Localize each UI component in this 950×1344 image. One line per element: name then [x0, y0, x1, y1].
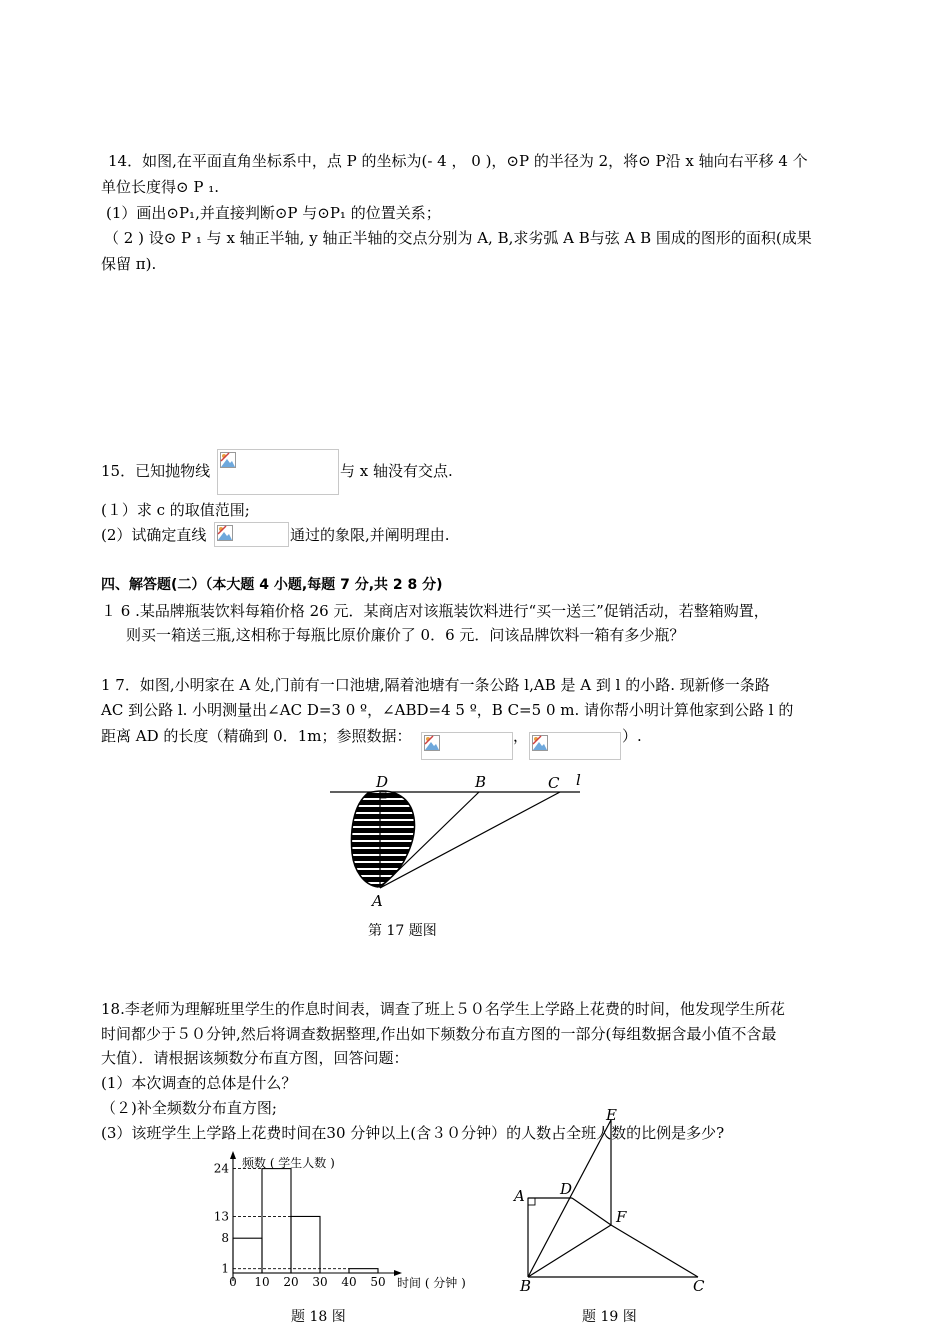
y-tick-label: 13 [213, 1209, 229, 1224]
q14-line1: 14．如图,在平面直角坐标系中，点 P 的坐标为(- 4 ， 0 )，⊙P 的半径为 2，将⊙ P沿 x 轴向右平移 4 个 [108, 152, 808, 170]
label-D: D [560, 1180, 573, 1198]
y-tick-label: 24 [213, 1161, 229, 1176]
q15-line: 15．已知抛物线 [101, 462, 211, 480]
label-A: A [514, 1187, 525, 1205]
x-tick-label: 30 [312, 1275, 328, 1289]
q19-figure [510, 1105, 715, 1300]
histogram-bar [349, 1269, 378, 1273]
q18-part3: (3）该班学生上学路上花费时间在30 分钟以上(含３０分钟）的人数占全班人数的比例是多少? [101, 1124, 725, 1142]
right-angle-mark [528, 1198, 535, 1205]
q15-part2: (2）试确定直线 [101, 526, 207, 544]
q15-part2-suffix: 通过的象限,并阐明理由. [290, 526, 450, 544]
x-tick-label: 40 [341, 1275, 357, 1289]
y-tick-label: 8 [221, 1231, 229, 1246]
q17-figure-caption: 第 17 题图 [368, 923, 437, 939]
q19-figure-caption: 题 19 图 [582, 1309, 637, 1325]
segment-BF [528, 1225, 611, 1277]
q17-line3: 距离 AD 的长度（精确到 0．1m；参照数据： [101, 727, 412, 745]
label-C: C [548, 774, 560, 792]
reference-data-image-2 [529, 732, 621, 760]
label-D: D [376, 773, 389, 791]
x-axis-label: 时间 ( 分钟 ) [397, 1276, 466, 1290]
q16-line2: 则买一箱送三瓶,这相称于每瓶比原价廉价了 0．6 元．问该品牌饮料一箱有多少瓶？ [126, 626, 685, 644]
broken-image-icon [217, 525, 233, 541]
segment-FC [611, 1225, 698, 1277]
x-tick-label: 20 [283, 1275, 299, 1289]
q14-part2-line2: 保留 π). [101, 255, 157, 273]
label-B: B [520, 1277, 532, 1295]
q18-line3: 大值）．请根据该频数分布直方图，回答问题： [101, 1049, 409, 1067]
q18-line1: 18.李老师为理解班里学生的作息时间表，调查了班上５０名学生上学路上花费的时间，他发现学生所花 [101, 1000, 785, 1018]
broken-image-icon [532, 735, 548, 751]
label-l: l [576, 771, 581, 789]
segment-DF [572, 1198, 611, 1225]
y-axis-label: 频数 ( 学生人数 ) [242, 1156, 335, 1170]
q17-line3-suffix: ）. [622, 727, 642, 745]
histogram-bar [291, 1216, 320, 1273]
histogram-bar [262, 1169, 291, 1273]
y-axis-arrow [230, 1151, 236, 1159]
x-tick-label: 50 [370, 1275, 386, 1289]
parabola-formula-image [217, 449, 339, 495]
q14-part1: (1）画出⊙P₁,并直接判断⊙P 与⊙P₁ 的位置关系； [106, 204, 441, 222]
reference-data-image-1 [421, 732, 513, 760]
line-formula-image [214, 522, 289, 547]
x-tick-label: 10 [254, 1275, 270, 1289]
q17-figure [320, 765, 600, 915]
q18-part1: (1）本次调查的总体是什么？ [101, 1074, 297, 1092]
label-B: B [475, 773, 487, 791]
x-tick-label: 0 [229, 1275, 237, 1289]
y-tick-label: 1 [221, 1261, 229, 1276]
pond-shape [351, 791, 414, 887]
q17-line2: AC 到公路 l. 小明测量出∠AC D=3 0 º，∠ABD=4 5 º，B C=5 0 m. 请你帮小明计算他家到公路 l 的 [101, 701, 794, 719]
label-A: A [372, 892, 383, 910]
label-F: F [616, 1208, 627, 1226]
label-C: C [693, 1277, 705, 1295]
q15-part1: (１）求 c 的取值范围; [101, 501, 250, 519]
broken-image-icon [220, 452, 236, 468]
q18-part2: （２)补全频数分布直方图; [101, 1099, 277, 1117]
section-heading: 四、解答题(二）（本大题 4 小题,每题 7 分,共 2 8 分) [101, 577, 443, 593]
q14-part2-line1: （ 2 ) 设⊙ P ₁ 与 x 轴正半轴, y 轴正半轴的交点分别为 A, B,求劣弧 A B与弦 A B 围成的图形的面积(成果 [104, 229, 812, 247]
q14-line2: 单位长度得⊙ P ₁. [101, 178, 219, 196]
q18-line2: 时间都少于５０分钟,然后将调查数据整理,作出如下频数分布直方图的一部分(每组数据含最小值不含最 [101, 1025, 777, 1043]
histogram-chart [200, 1145, 490, 1295]
q16-line1: １ 6 .某品牌瓶装饮料每箱价格 26 元．某商店对该瓶装饮料进行“买一送三”促销活动，若整箱购置， [101, 602, 769, 620]
q18-figure-caption: 题 18 图 [291, 1309, 346, 1325]
histogram-bar [233, 1238, 262, 1273]
q15-line-suffix: 与 x 轴没有交点. [340, 462, 453, 480]
label-E: E [606, 1106, 617, 1124]
q17-line3-sep: ， [513, 727, 529, 745]
broken-image-icon [424, 735, 440, 751]
q17-line1: 1 7．如图,小明家在 A 处,门前有一口池塘,隔着池塘有一条公路 l,AB 是 A 到 l 的小路. 现新修一条路 [101, 676, 770, 694]
